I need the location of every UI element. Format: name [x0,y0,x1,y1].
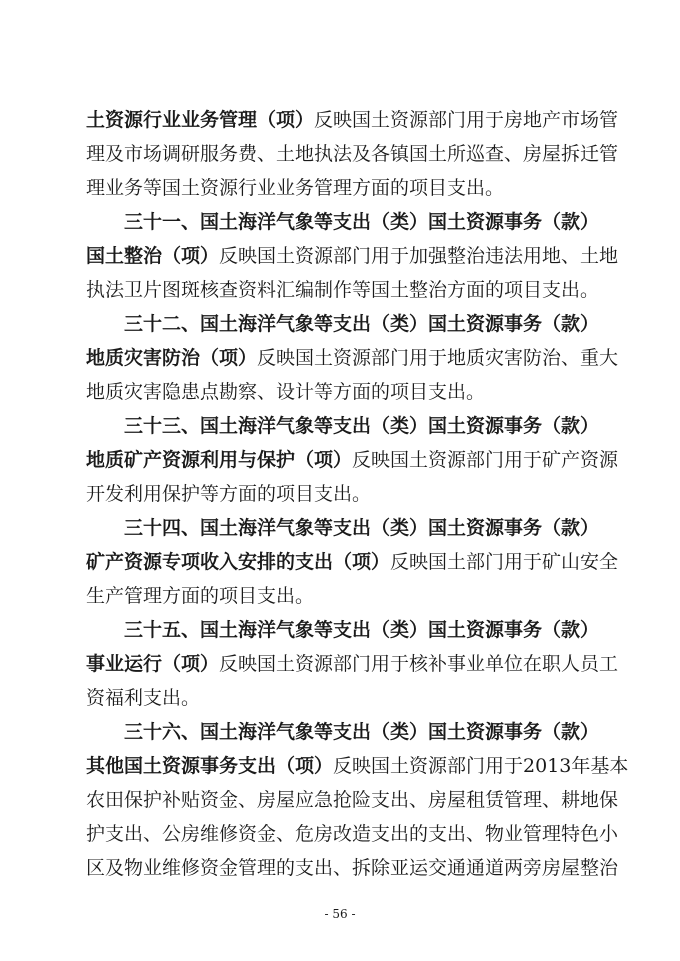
text-line [86,171,598,205]
item-text: 开发利用保护等方面的项目支出。 [86,483,372,505]
item-title: 事业运行（项） [86,653,220,675]
text-line [86,273,598,307]
item-text: 资福利支出。 [86,687,201,709]
section-heading: 三十五、国土海洋气象等支出（类）国土资源事务（款） [124,619,600,641]
item-text: 反映国土资源部门用于加强整治违法用地、土地 [219,245,619,267]
text-line [86,817,619,851]
text-line [86,647,619,681]
item-text: 生产管理方面的项目支出。 [86,585,315,607]
item-text: 反映国土资源部门用于2013年基本 [333,755,629,777]
item-title: 国土整治（项） [86,245,220,267]
text-line [86,375,598,409]
item-text: 护支出、公房维修资金、危房改造支出的支出、物业管理特色小 [86,823,619,845]
text-line [86,851,619,885]
text-line [86,783,619,817]
item-text: 理业务等国土资源行业业务管理方面的项目支出。 [86,177,505,199]
item-title: 其他国土资源事务支出（项） [86,755,334,777]
text-line [86,103,619,137]
item-text: 反映国土部门用于矿山安全 [390,551,619,573]
item-text: 农田保护补贴资金、房屋应急抢险支出、房屋租赁管理、耕地保 [86,789,619,811]
text-line [86,579,598,613]
text-line [86,681,598,715]
text-line [86,137,619,171]
item-text: 反映国土资源部门用于矿产资源 [352,449,619,471]
section-heading: 三十二、国土海洋气象等支出（类）国土资源事务（款） [124,313,600,335]
text-line [86,477,598,511]
item-text: 执法卫片图斑核查资料汇编制作等国土整治方面的项目支出。 [86,279,600,301]
section-heading: 三十六、国土海洋气象等支出（类）国土资源事务（款） [124,721,600,743]
item-text: 反映国土资源部门用于地质灾害防治、重大 [257,347,619,369]
text-line [86,545,619,579]
item-text: 区及物业维修资金管理的支出、拆除亚运交通通道两旁房屋整治 [86,857,619,879]
section-heading: 三十一、国土海洋气象等支出（类）国土资源事务（款） [124,211,600,233]
page-number: - 56 - [324,907,356,921]
item-text: 反映国土资源部门用于核补事业单位在职人员工 [219,653,619,675]
item-text: 反映国土资源部门用于房地产市场管 [314,109,619,131]
item-title: 矿产资源专项收入安排的支出（项） [86,551,391,573]
section-heading: 三十四、国土海洋气象等支出（类）国土资源事务（款） [124,517,600,539]
text-line [86,341,619,375]
section-heading: 三十三、国土海洋气象等支出（类）国土资源事务（款） [124,415,600,437]
item-title: 地质灾害防治（项） [86,347,258,369]
text-line [86,749,629,783]
item-title: 地质矿产资源利用与保护（项） [86,449,353,471]
text-line [86,239,619,273]
item-title: 土资源行业业务管理（项） [86,109,315,131]
item-text: 地质灾害隐患点勘察、设计等方面的项目支出。 [86,381,486,403]
text-line [86,443,619,477]
item-text: 理及市场调研服务费、土地执法及各镇国土所巡查、房屋拆迁管 [86,143,619,165]
